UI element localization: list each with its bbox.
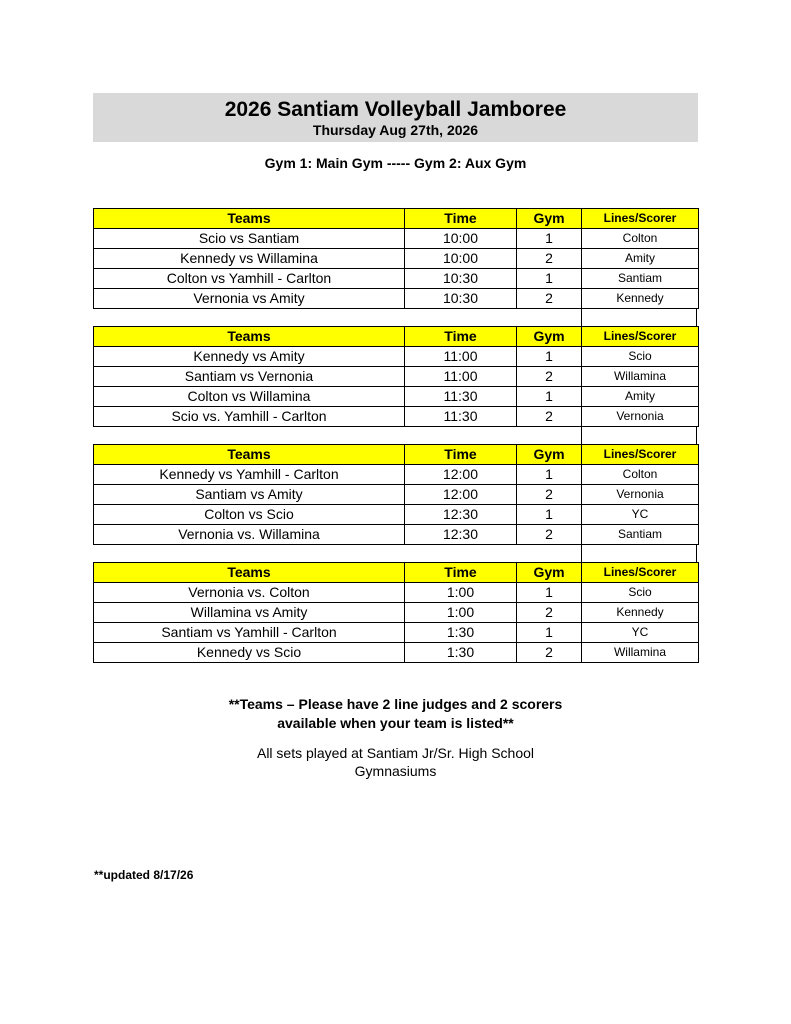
match-gym: 2	[517, 289, 582, 309]
match-row	[94, 367, 699, 387]
block-spacer	[93, 309, 698, 326]
match-gym: 1	[517, 347, 582, 367]
match-row	[94, 583, 699, 603]
match-time: 10:30	[405, 269, 517, 289]
match-lines-scorer: Kennedy	[582, 603, 699, 623]
match-teams: Kennedy vs Amity	[94, 347, 405, 367]
match-row	[94, 289, 699, 309]
notice	[93, 695, 698, 733]
match-lines-scorer: Amity	[582, 387, 699, 407]
match-lines-scorer: Kennedy	[582, 289, 699, 309]
notice-line-2: available when your team is listed**	[277, 715, 514, 731]
match-lines-scorer: Willamina	[582, 643, 699, 663]
match-lines-scorer: Willamina	[582, 367, 699, 387]
venue-line-1: All sets played at Santiam Jr/Sr. High School	[256, 745, 535, 761]
gym-header: Gym	[517, 445, 582, 465]
schedule	[93, 208, 698, 663]
gym-header: Gym	[517, 563, 582, 583]
spacer-border	[581, 427, 697, 444]
venue-note	[93, 744, 698, 780]
match-time: 12:30	[405, 505, 517, 525]
match-row	[94, 485, 699, 505]
match-row	[94, 623, 699, 643]
updated-note: **updated 8/17/26	[94, 868, 194, 882]
match-lines-scorer: Scio	[582, 583, 699, 603]
venue-line-2: Gymnasiums	[354, 763, 437, 779]
match-teams: Willamina vs Amity	[94, 603, 405, 623]
match-lines-scorer: Vernonia	[582, 485, 699, 505]
match-gym: 2	[517, 249, 582, 269]
time-header: Time	[405, 327, 517, 347]
header-row	[94, 445, 699, 465]
teams-header: Teams	[94, 563, 405, 583]
match-teams: Santiam vs Vernonia	[94, 367, 405, 387]
match-time: 1:00	[405, 603, 517, 623]
match-gym: 1	[517, 505, 582, 525]
match-row	[94, 603, 699, 623]
match-row	[94, 249, 699, 269]
match-gym: 1	[517, 229, 582, 249]
match-row	[94, 387, 699, 407]
match-gym: 1	[517, 583, 582, 603]
match-time: 11:00	[405, 367, 517, 387]
match-gym: 2	[517, 407, 582, 427]
match-lines-scorer: YC	[582, 505, 699, 525]
lines-scorer-header: Lines/Scorer	[582, 445, 699, 465]
match-lines-scorer: Colton	[582, 229, 699, 249]
match-gym: 1	[517, 269, 582, 289]
teams-header: Teams	[94, 327, 405, 347]
match-gym: 2	[517, 603, 582, 623]
match-time: 12:00	[405, 485, 517, 505]
match-teams: Colton vs Scio	[94, 505, 405, 525]
match-time: 11:30	[405, 387, 517, 407]
match-teams: Scio vs Santiam	[94, 229, 405, 249]
schedule-block	[93, 444, 699, 545]
match-teams: Santiam vs Amity	[94, 485, 405, 505]
match-time: 12:30	[405, 525, 517, 545]
match-time: 10:00	[405, 229, 517, 249]
match-teams: Colton vs Willamina	[94, 387, 405, 407]
match-lines-scorer: Santiam	[582, 269, 699, 289]
match-time: 12:00	[405, 465, 517, 485]
page-title: 2026 Santiam Volleyball Jamboree	[224, 98, 567, 121]
match-time: 11:00	[405, 347, 517, 367]
schedule-block	[93, 562, 699, 663]
header-row	[94, 563, 699, 583]
match-gym: 2	[517, 485, 582, 505]
match-lines-scorer: YC	[582, 623, 699, 643]
match-teams: Kennedy vs Willamina	[94, 249, 405, 269]
match-lines-scorer: Scio	[582, 347, 699, 367]
match-teams: Kennedy vs Scio	[94, 643, 405, 663]
block-spacer	[93, 427, 698, 444]
match-time: 10:00	[405, 249, 517, 269]
teams-header: Teams	[94, 209, 405, 229]
schedule-block	[93, 326, 699, 427]
header-row	[94, 209, 699, 229]
match-row	[94, 229, 699, 249]
header-band	[93, 93, 698, 142]
match-lines-scorer: Vernonia	[582, 407, 699, 427]
spacer-border	[581, 309, 697, 326]
match-time: 1:00	[405, 583, 517, 603]
match-time: 1:30	[405, 643, 517, 663]
match-gym: 1	[517, 465, 582, 485]
lines-scorer-header: Lines/Scorer	[582, 563, 699, 583]
match-gym: 2	[517, 525, 582, 545]
block-spacer	[93, 545, 698, 562]
match-time: 11:30	[405, 407, 517, 427]
time-header: Time	[405, 563, 517, 583]
match-lines-scorer: Santiam	[582, 525, 699, 545]
match-row	[94, 347, 699, 367]
match-time: 1:30	[405, 623, 517, 643]
schedule-block	[93, 208, 699, 309]
match-gym: 1	[517, 623, 582, 643]
spacer-border	[581, 545, 697, 562]
match-gym: 1	[517, 387, 582, 407]
match-teams: Vernonia vs. Willamina	[94, 525, 405, 545]
match-teams: Santiam vs Yamhill - Carlton	[94, 623, 405, 643]
match-teams: Vernonia vs Amity	[94, 289, 405, 309]
lines-scorer-header: Lines/Scorer	[582, 327, 699, 347]
match-row	[94, 269, 699, 289]
match-lines-scorer: Colton	[582, 465, 699, 485]
match-teams: Vernonia vs. Colton	[94, 583, 405, 603]
match-row	[94, 643, 699, 663]
match-teams: Colton vs Yamhill - Carlton	[94, 269, 405, 289]
time-header: Time	[405, 445, 517, 465]
gym-header: Gym	[517, 209, 582, 229]
lines-scorer-header: Lines/Scorer	[582, 209, 699, 229]
match-teams: Scio vs. Yamhill - Carlton	[94, 407, 405, 427]
gym-legend: Gym 1: Main Gym ----- Gym 2: Aux Gym	[264, 155, 527, 171]
teams-header: Teams	[94, 445, 405, 465]
match-gym: 2	[517, 367, 582, 387]
match-row	[94, 407, 699, 427]
match-row	[94, 505, 699, 525]
match-gym: 2	[517, 643, 582, 663]
match-time: 10:30	[405, 289, 517, 309]
header-row	[94, 327, 699, 347]
time-header: Time	[405, 209, 517, 229]
match-teams: Kennedy vs Yamhill - Carlton	[94, 465, 405, 485]
match-row	[94, 525, 699, 545]
event-date: Thursday Aug 27th, 2026	[312, 122, 479, 138]
match-row	[94, 465, 699, 485]
match-lines-scorer: Amity	[582, 249, 699, 269]
gym-header: Gym	[517, 327, 582, 347]
notice-line-1: **Teams – Please have 2 line judges and 2 scorers	[228, 696, 563, 712]
